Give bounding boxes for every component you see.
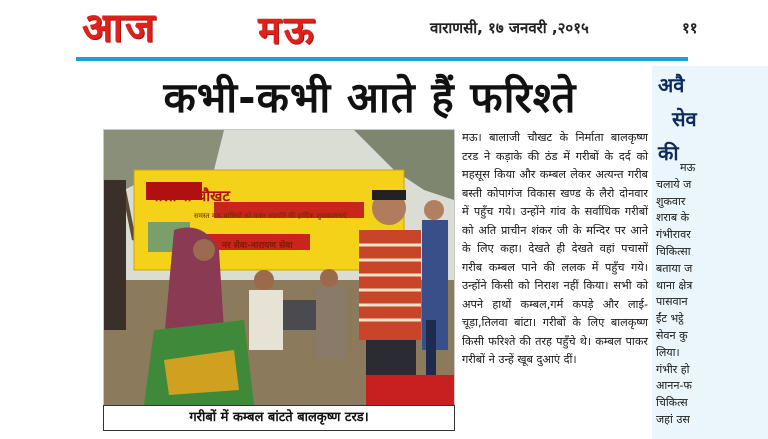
adjacent-article-column — [652, 66, 768, 439]
photo-banner-greeting: समस्त मऊ वासियों को मकर संक्रांति की हार्दिक शुभकामनाएं — [194, 212, 347, 220]
adjacent-text-line: आनन-फ — [656, 379, 692, 393]
adjacent-text-line: सेवन कु — [656, 328, 688, 342]
article-headline: कभी-कभी आते हैं फरिश्ते — [163, 73, 577, 122]
masthead-rule — [76, 57, 688, 61]
adjacent-headline-line: अवै — [658, 73, 685, 97]
adjacent-article-text — [656, 160, 768, 429]
adjacent-text-line: लिया। — [656, 345, 680, 359]
adjacent-text-line: जहां उस — [656, 412, 690, 426]
adjacent-text-line: मऊ — [680, 161, 696, 174]
adjacent-text-line: शुकवार — [656, 194, 686, 208]
article-photo — [103, 129, 455, 406]
adjacent-text-line: ईंट भट्ठे — [656, 312, 684, 326]
adjacent-text-line: गंभीर हो — [656, 362, 690, 376]
adjacent-text-line: गंभीरावर — [656, 228, 691, 242]
adjacent-text-line: शराब के — [656, 211, 690, 225]
article-body: मऊ। बालाजी चौखट के निर्माता बालकृष्ण टरड ने कड़ाके की ठंड में गरीबों के दर्द को महसूस किया और कम्बल लेकर अत्यन्त गरीब बस्ती कोपागंज विकास खण्ड के लैरो दोनवार में पहुँच गये। उन्होंने गांव के सर्वाधिक गरीबों को अति प्राचीन शंकर जी के मन्दिर पर आने के लिए कहा। देखते ही देखते वहां पचासों गरीब कम्बल पाने की ललक में पहुँच गये। उन्होंने किसी को निराश नहीं किया। सभी को अपने हाथों कम्बल,गर्म कपड़े और लाई-चूड़ा,तिलवा बांटा। गरीबों के लिए बालकृष्ण किसी फरिश्ते की तरह पहुँचे थे। कम्बल पाकर गरीबों ने उन्हें खूब दुआएं दीं। — [462, 131, 648, 366]
adjacent-text-line: चिकित्स — [656, 396, 688, 410]
newspaper-logo: आज — [82, 5, 157, 51]
photo-banner-slogan: नर सेवा-नारायण सेवा — [222, 241, 293, 251]
adjacent-text-line: पासवान — [656, 295, 688, 309]
adjacent-text-line: चिकित्सा — [656, 244, 691, 258]
adjacent-text-line: चलाये ज — [656, 177, 692, 191]
adjacent-article-headline — [658, 68, 768, 170]
page-number: ११ — [682, 19, 698, 37]
adjacent-text-line: थाना क्षेत्र — [656, 278, 693, 292]
photo-banner-title: बालाजी चौखट — [150, 187, 230, 205]
photo-caption: गरीबों में कम्बल बांटते बालकृष्ण टरड। — [103, 405, 455, 431]
edition-name: मऊ — [258, 8, 317, 52]
adjacent-text-line: बताया ज — [656, 261, 693, 275]
dateline: वाराणसी, १७ जनवरी ,२०१५ — [430, 19, 589, 37]
adjacent-headline-line: सेव — [672, 107, 697, 131]
adjacent-headline-line: की — [658, 141, 679, 165]
